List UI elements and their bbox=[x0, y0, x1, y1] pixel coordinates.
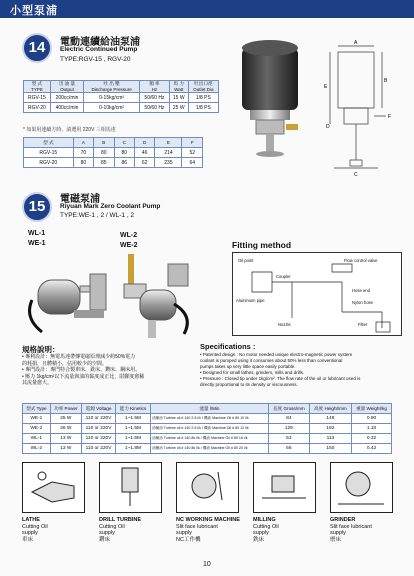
model-label: WE-1 bbox=[28, 240, 46, 247]
dim-label: F bbox=[388, 114, 392, 120]
app-caption: GRINDER Slit face lubricant supply 磨床 bbox=[330, 517, 372, 543]
section-title-en: Riyuan Mark Zero Coolant Pump bbox=[60, 203, 161, 210]
table-row: WL-2 13 W 110 or 220V 1~1.8M 油桶油 Turbine oil # 140 8k l/k / 機油 Machine Oil # 80 20 l/k 56 150 0.42 bbox=[23, 444, 392, 454]
section-title-cn: 電動連續給油泵浦 bbox=[60, 37, 140, 48]
app-caption: LATHE Cutting Oil supply 車床 bbox=[22, 517, 48, 543]
pump-spec-table bbox=[23, 80, 219, 113]
table-row: RGV-20 400cc/min 0-10kg/cm² 50/60 Hz 25 W 1/8 PS bbox=[24, 103, 219, 113]
th-hz: 頻 率 Hz bbox=[140, 81, 170, 93]
en-spec-body: • Patented design : No motor needed unique electro-magnetic power system coolant is pumped using it consumes about 50% less than conventional pumps takes up very little space easily portable. • Designed for small lathes, grinders, mills and drills. • Pressure : Closed tip under 1kg/cm². The flow rate of the oil or lubricant used is directly proportional to its density or viscousness. bbox=[200, 352, 361, 387]
fitting-label: Nozzle bbox=[278, 322, 291, 327]
app-caption: DRILL TURBINE Cutting Oil supply 鑽床 bbox=[99, 517, 142, 543]
cn-spec-title: 規格說明： bbox=[22, 345, 60, 354]
table-row: RGV-15 70 80 80 46 214 52 bbox=[24, 148, 203, 158]
fitting-label: Nylon hose bbox=[352, 300, 373, 305]
fitting-method-title: Fitting method bbox=[232, 240, 292, 250]
table-note: * 如果用連續方時，請選用 220V 三相馬達 bbox=[23, 127, 116, 133]
app-caption: MILLING Cutting Oil supply 銑床 bbox=[253, 517, 279, 543]
section-title-en: Electric Continued Pump bbox=[60, 46, 138, 53]
application-icons bbox=[22, 462, 394, 514]
fitting-label: Filter bbox=[358, 322, 368, 327]
fitting-label: Hose end bbox=[352, 288, 370, 293]
model-label: WL-2 bbox=[120, 232, 138, 239]
section-type: TYPE:WE-1 , 2 / WL-1 , 2 bbox=[60, 212, 135, 219]
fitting-method-diagram bbox=[232, 252, 402, 336]
section-number-badge: 14 bbox=[22, 33, 52, 63]
app-caption: NC WORKING MACHINE Slit face lubricant supply NC工作機 bbox=[176, 517, 240, 543]
en-spec-title: Specifications : bbox=[200, 342, 256, 351]
section-type: TYPE:RGV-15 , RGV-20 bbox=[60, 56, 131, 63]
th-outlet: 吐出口徑 Outlet Dia bbox=[188, 81, 218, 93]
model-label: WL-1 bbox=[28, 230, 46, 237]
dim-label: B bbox=[384, 78, 388, 84]
coolant-spec-table: 型式 Type 功率 Power 電源 Voltage 能力 Kinetics 流量 l/Min 長度 Gross/mm 高度 Height/mm 重量 Weight/kg WE-1 25 W 110 or 220V 1~1.5M 油桶油 Turbine oil # 140 2.5 l/k / 機油 Machine Oil # 80 10 l/k 84 148 0.90 WE-2 26 W 110 or 220V 1~1.5M 油桶油 Turbine oil # 140 2.5 l/k / 機油 Machine Oil # 80 12 l/k 129 192 1.10 WL-1 13 W 110 or 220V 1~1.5M 油桶油 Turbine oil # 140 8k l/k / 機油 Machine Oil # 80 18 l/k 53 113 0.32 WL-2 13 W 110 or 220V 1~1.8M 油桶油 Turbine oil # 140 8k l/k / 機油 Machine Oil # 80 20 l/k 56 150 0.42 bbox=[22, 403, 392, 454]
page-number: 10 bbox=[203, 561, 211, 568]
section-number-badge: 15 bbox=[22, 192, 52, 222]
cn-spec-body: • 專利設計：無電馬達帶傳電磁原理減少約50%電力 的耗損，且體積小，佔用較少的空間。 • 專門設計：專門特合製車床、銑床、鑽床、鋼床用。 • 壓力 1kg/cm²以下流量與油的黏度成正比，尉聯度愈稀 其流量愈大。 bbox=[22, 354, 145, 386]
table-row: WL-1 13 W 110 or 220V 1~1.5M 油桶油 Turbine oil # 140 8k l/k / 機油 Machine Oil # 80 18 l/k 53 113 0.32 bbox=[23, 434, 392, 444]
fitting-label: Flow control valve bbox=[344, 258, 378, 263]
th-output: 出 油 量 Output bbox=[50, 81, 83, 93]
th-watt: 馬 力 Watt bbox=[169, 81, 188, 93]
fitting-label: Aluminium pipe bbox=[236, 298, 265, 303]
fitting-label: Coupler bbox=[276, 274, 291, 279]
page-header-title: 小型泵浦 bbox=[10, 5, 58, 17]
th-pressure: 吐 出 壓 Discharge Pressure bbox=[84, 81, 140, 93]
section-title-cn: 電磁泵浦 bbox=[60, 194, 100, 205]
fitting-label: Oil point bbox=[238, 258, 254, 263]
dim-label: D bbox=[326, 124, 330, 130]
dim-label: A bbox=[354, 40, 358, 46]
dim-label: C bbox=[354, 172, 358, 178]
coolant-pump-illustration bbox=[24, 250, 204, 340]
table-row: WE-2 26 W 110 or 220V 1~1.5M 油桶油 Turbine oil # 140 2.5 l/k / 機油 Machine Oil # 80 12 l/k 129 192 1.10 bbox=[23, 424, 392, 434]
table-row: RGV-20 80 85 86 62 235 64 bbox=[24, 158, 203, 168]
table-row: WE-1 25 W 110 or 220V 1~1.5M 油桶油 Turbine oil # 140 2.5 l/k / 機油 Machine Oil # 80 10 l/k 84 148 0.90 bbox=[23, 414, 392, 424]
model-label: WE-2 bbox=[120, 242, 138, 249]
header-bar bbox=[0, 0, 414, 18]
th-type: 型 式 TYPE bbox=[24, 81, 51, 93]
rgv-pump-illustration bbox=[226, 28, 406, 178]
dim-label: E bbox=[324, 84, 328, 90]
dimension-table: 型 式 A B C D E F RGV-15 70 80 80 46 214 52 RGV-20 80 85 86 62 235 64 bbox=[23, 137, 203, 168]
table-row: RGV-15 200cc/min 0-15kg/cm² 50/60 Hz 15 W 1/8 PS bbox=[24, 93, 219, 103]
